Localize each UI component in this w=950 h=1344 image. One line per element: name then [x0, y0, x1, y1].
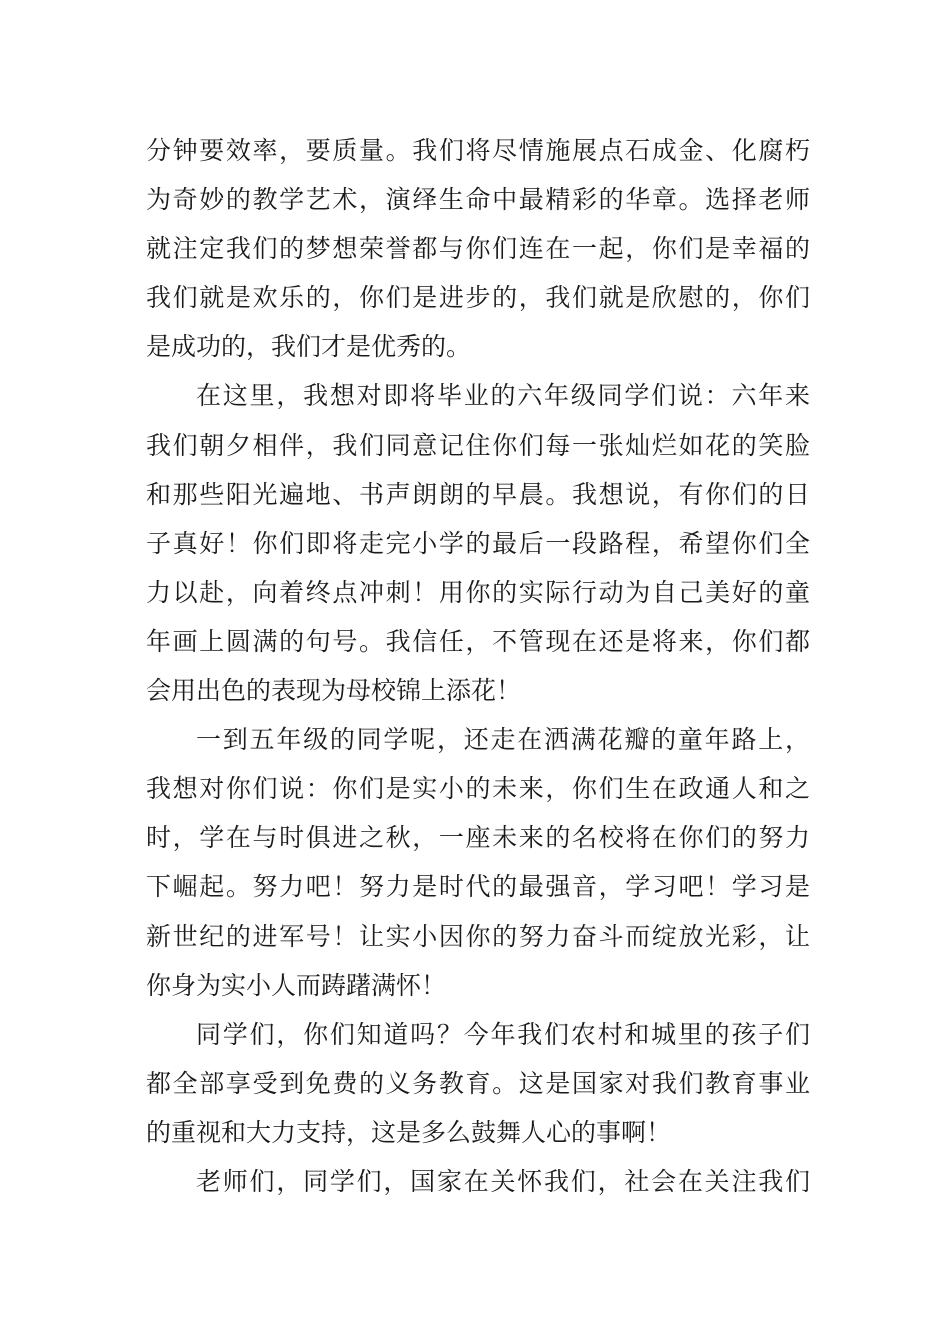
text-line: 一到五年级的同学呢，还走在洒满花瓣的童年路上，: [196, 725, 810, 755]
text-line: 年画上圆满的句号。我信任，不管现在还是将来，你们都: [146, 626, 810, 656]
paragraph: [146, 371, 810, 715]
text-line: 同学们，你们知道吗？今年我们农村和城里的孩子们: [196, 1019, 810, 1049]
text-line: 时，学在与时俱进之秋，一座未来的名校将在你们的努力: [146, 823, 810, 853]
text-line: 力以赴，向着终点冲刺！用你的实际行动为自己美好的童: [146, 577, 810, 607]
text-line: 会用出色的表现为母校锦上添花！: [146, 676, 522, 706]
paragraph: [146, 126, 810, 371]
paragraph: [146, 715, 810, 1010]
text-line: 子真好！你们即将走完小学的最后一段路程，希望你们全: [146, 528, 810, 558]
text-line: 都全部享受到免费的义务教育。这是国家对我们教育事业: [146, 1068, 810, 1098]
text-line: 下崛起。努力吧！努力是时代的最强音，学习吧！学习是: [146, 872, 810, 902]
text-line: 为奇妙的教学艺术，演绎生命中最精彩的华章。选择老师: [146, 185, 810, 215]
text-line: 我们朝夕相伴，我们同意记住你们每一张灿烂如花的笑脸: [146, 430, 810, 460]
text-line: 老师们，同学们，国家在关怀我们，社会在关注我们: [196, 1166, 810, 1196]
text-line: 分钟要效率，要质量。我们将尽情施展点石成金、化腐朽: [146, 136, 810, 165]
paragraph: [146, 1157, 810, 1206]
text-line: 我们就是欢乐的，你们是进步的，我们就是欣慰的，你们: [146, 283, 810, 313]
text-line: 在这里，我想对即将毕业的六年级同学们说：六年来: [196, 381, 810, 411]
text-line: 是成功的，我们才是优秀的。: [146, 332, 472, 362]
text-line: 的重视和大力支持，这是多么鼓舞人心的事啊！: [146, 1117, 672, 1147]
body-text: [146, 126, 810, 1206]
text-line: 我想对你们说：你们是实小的未来，你们生在政通人和之: [146, 774, 810, 804]
text-line: 你身为实小人而踌躇满怀！: [146, 970, 447, 1000]
text-line: 就注定我们的梦想荣誉都与你们连在一起，你们是幸福的: [146, 234, 810, 264]
text-line: 和那些阳光遍地、书声朗朗的早晨。我想说，有你们的日: [146, 479, 810, 509]
paragraph: [146, 1010, 810, 1157]
text-line: 新世纪的进军号！让实小因你的努力奋斗而绽放光彩，让: [146, 921, 810, 951]
